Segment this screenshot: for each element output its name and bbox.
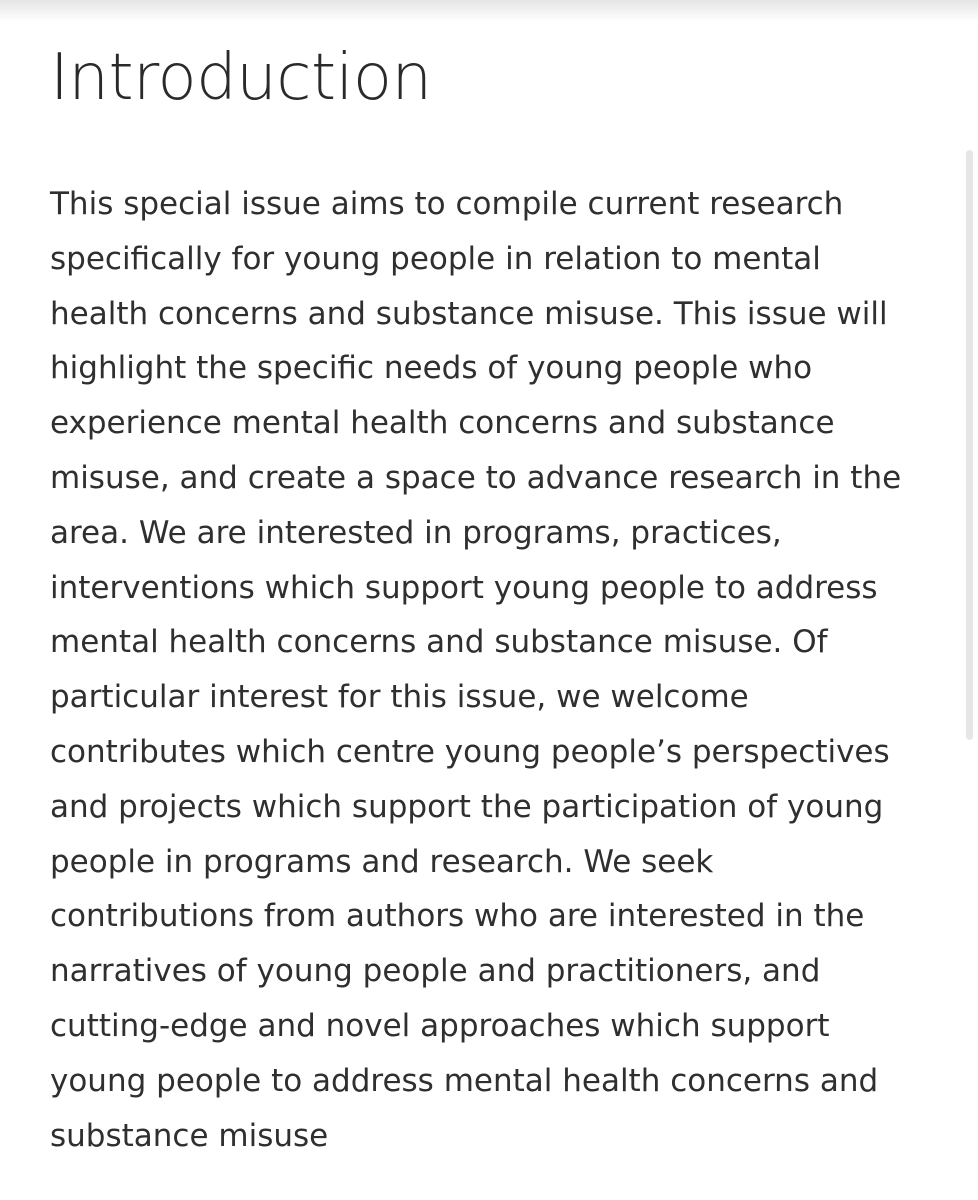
article-section <box>50 38 930 1163</box>
top-edge-shadow <box>0 0 978 22</box>
paragraph-line: This special issue aims to compile current research <box>50 186 844 222</box>
section-heading: Introduction <box>50 41 432 115</box>
paragraph-line: misuse, and create a space to advance research in the <box>50 459 902 496</box>
paragraph-line: health concerns and substance misuse. This issue will <box>50 295 888 332</box>
paragraph-line: narratives of young people and practitioners, and <box>50 953 821 990</box>
vertical-scrollbar[interactable] <box>966 0 978 1200</box>
paragraph-line: young people to address mental health concerns and <box>50 1062 879 1099</box>
paragraph-line: highlight the specific needs of young people who <box>50 350 813 387</box>
introduction-paragraph <box>50 177 930 1163</box>
paragraph-line: mental health concerns and substance misuse. Of <box>50 624 828 661</box>
paragraph-line: specifically for young people in relation to mental <box>50 240 821 277</box>
paragraph-line: experience mental health concerns and substance <box>50 405 835 442</box>
scrollbar-thumb[interactable] <box>966 150 973 740</box>
paragraph-line: contributions from authors who are interested in the <box>50 898 865 935</box>
paragraph-line: area. We are interested in programs, practices, <box>50 514 782 551</box>
paragraph-line: particular interest for this issue, we welcome <box>50 679 749 716</box>
paragraph-line: and projects which support the participation of young <box>50 788 884 825</box>
paragraph-line: people in programs and research. We seek <box>50 843 714 880</box>
paragraph-line: contributes which centre young people’s perspectives <box>50 733 890 770</box>
paragraph-line: interventions which support young people to address <box>50 569 878 606</box>
paragraph-line: substance misuse <box>50 1117 329 1154</box>
paragraph-line: cutting-edge and novel approaches which support <box>50 1007 830 1044</box>
